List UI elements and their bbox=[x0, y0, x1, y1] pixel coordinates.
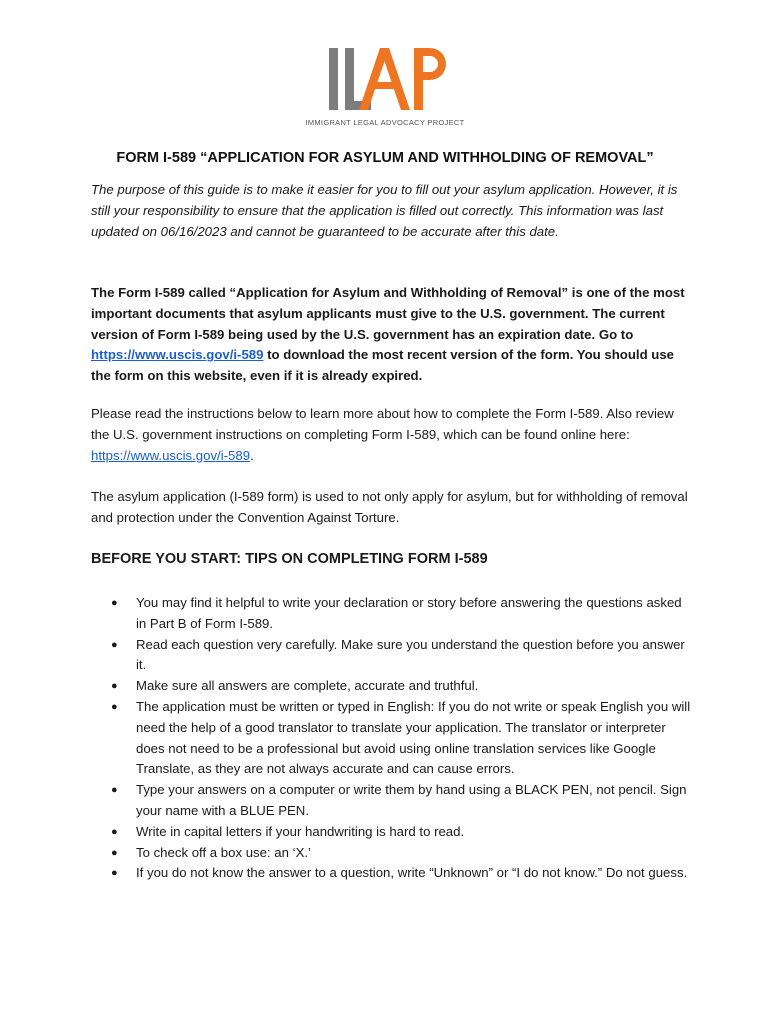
instructions-paragraph-end: . bbox=[250, 447, 254, 463]
ilap-logo-mark bbox=[322, 44, 448, 116]
page-title: FORM I-589 “APPLICATION FOR ASYLUM AND WITHHOLDING OF REMOVAL” bbox=[116, 150, 654, 166]
bullet-icon: ● bbox=[111, 680, 118, 693]
list-item bbox=[91, 697, 691, 780]
tip-text: You may find it helpful to write your declaration or story before answering the questions asked in Part B of Form I-589. bbox=[136, 595, 682, 631]
list-item bbox=[91, 780, 691, 822]
tip-text: The application must be written or typed in English: If you do not write or speak English you will need the help of a good translator to translate your application. The translator or interpreter does not need to be a professional but avoid using online translation services like Google Translate, as they are not always accurate and can cause errors. bbox=[136, 698, 691, 777]
tip-text: Write in capital letters if your handwriting is hard to read. bbox=[136, 823, 465, 839]
intro-paragraph: The purpose of this guide is to make it easier for you to fill out your asylum application. However, it is still your responsibility to ensure that the application is filled out correctly. This information was last updated on 06/16/2023 and cannot be guaranteed to be accurate after this date. bbox=[91, 182, 678, 239]
tip-text: Type your answers on a computer or write them by hand using a BLACK PEN, not pencil. Sign your name with a BLUE PEN. bbox=[136, 782, 687, 818]
bullet-icon: ● bbox=[111, 784, 118, 797]
tip-text: If you do not know the answer to a question, write “Unknown” or “I do not know.” Do not guess. bbox=[136, 865, 688, 881]
bold-paragraph-text: The Form I-589 called “Application for Asylum and Withholding of Removal” is one of the most important documents that asylum applicants must give to the U.S. government. The current version of Form I-589 being used by the U.S. government has an expiration date. Go to bbox=[91, 285, 685, 342]
bullet-icon: ● bbox=[111, 638, 118, 651]
bullet-icon: ● bbox=[111, 867, 118, 880]
purpose-paragraph: The asylum application (I-589 form) is used to not only apply for asylum, but for withholding of removal and protection under the Convention Against Torture. bbox=[91, 489, 688, 525]
tip-text: To check off a box use: an ‘X.’ bbox=[136, 844, 311, 860]
bullet-icon: ● bbox=[111, 597, 118, 609]
ilap-logo bbox=[0, 38, 770, 130]
list-item bbox=[91, 863, 691, 884]
instructions-paragraph-text: Please read the instructions below to learn more about how to complete the Form I-589. Also review the U.S. government instructions on completing Form I-589, which can be found online here: bbox=[91, 406, 674, 442]
logo-tagline: IMMIGRANT LEGAL ADVOCACY PROJECT bbox=[305, 118, 465, 127]
list-item bbox=[91, 843, 691, 864]
bold-paragraph-text-end: to download the most recent version of the form. You should use the form on this website, even if it is already expired. bbox=[91, 347, 675, 384]
bullet-icon: ● bbox=[111, 846, 118, 859]
list-item bbox=[91, 593, 691, 635]
uscis-link-bold[interactable]: https://www.uscis.gov/i-589 bbox=[91, 347, 264, 363]
uscis-link[interactable]: https://www.uscis.gov/i-589 bbox=[91, 447, 251, 463]
list-item bbox=[91, 822, 691, 843]
tips-list bbox=[91, 593, 691, 884]
instructions-paragraph bbox=[91, 404, 691, 466]
bullet-icon: ● bbox=[111, 700, 118, 713]
section-heading: BEFORE YOU START: TIPS ON COMPLETING FORM I-589 bbox=[91, 551, 488, 567]
bold-paragraph bbox=[91, 283, 691, 387]
list-item bbox=[91, 635, 691, 677]
bullet-icon: ● bbox=[111, 825, 118, 838]
tip-text: Make sure all answers are complete, accurate and truthful. bbox=[136, 678, 479, 694]
list-item bbox=[91, 676, 691, 697]
tip-text: Read each question very carefully. Make sure you understand the question before you answer it. bbox=[136, 636, 685, 673]
